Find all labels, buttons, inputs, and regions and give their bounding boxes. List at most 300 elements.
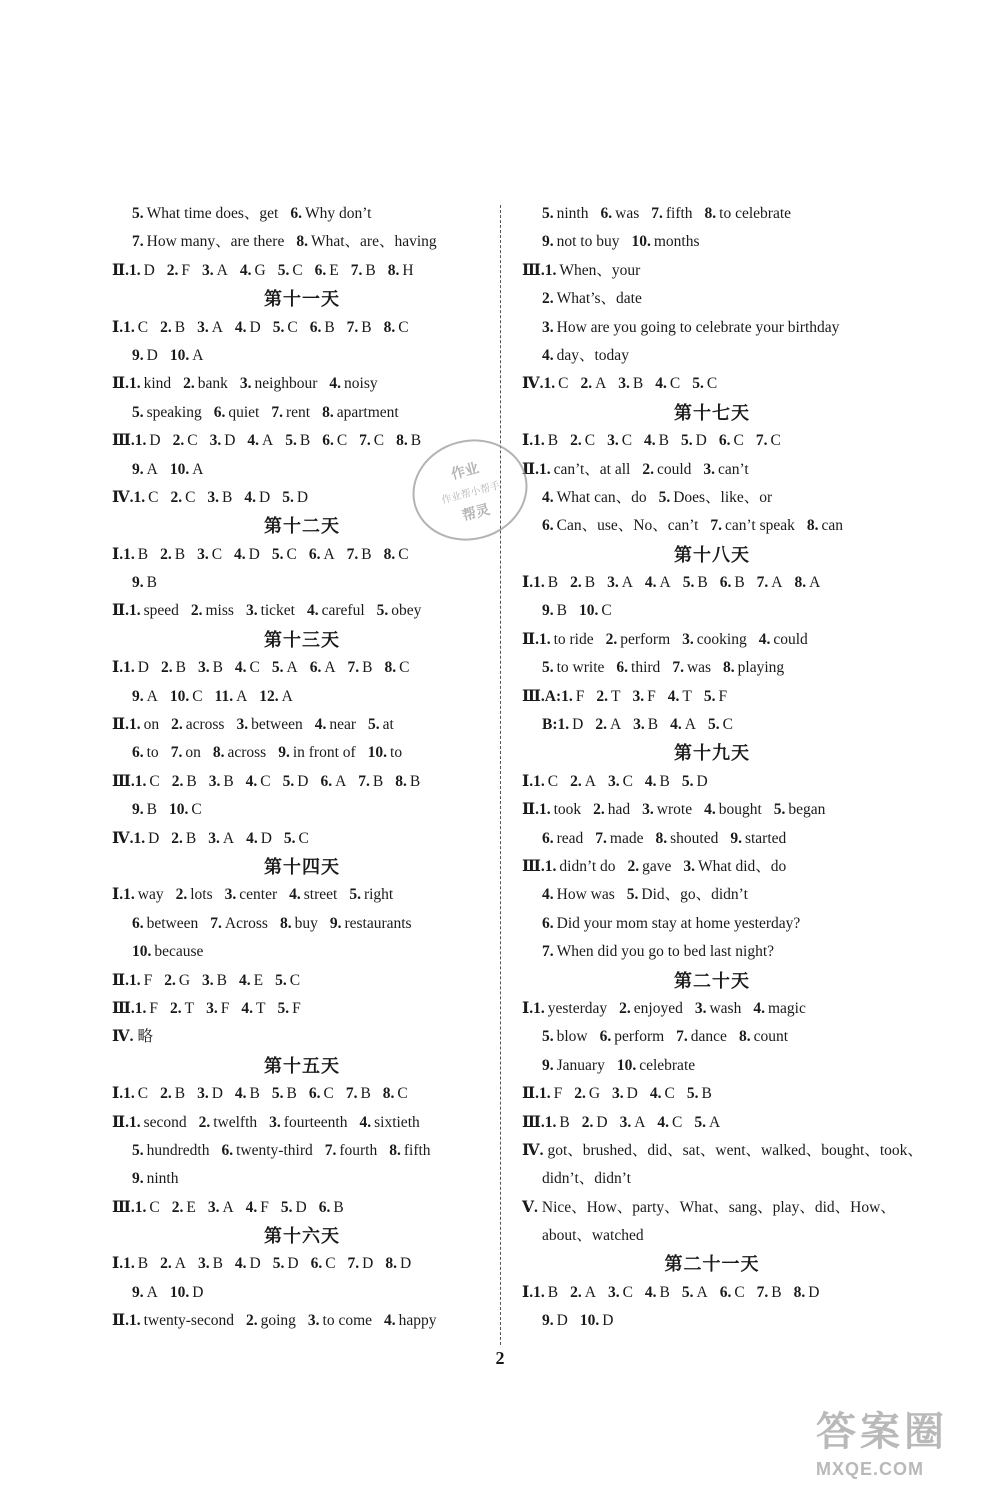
answer-item <box>278 262 303 279</box>
answer-item <box>206 1000 229 1017</box>
question-number: 6. <box>719 1283 732 1301</box>
question-number: 2. <box>593 801 605 819</box>
question-number: 7. <box>358 772 370 790</box>
answer-text: D <box>137 659 149 677</box>
question-number: 5. <box>694 1113 706 1131</box>
question-number: 9. <box>132 1170 144 1188</box>
question-number: 3. <box>632 687 645 705</box>
answer-text: A <box>696 1283 708 1301</box>
answer-text: C <box>249 659 260 677</box>
question-number: 4. <box>644 432 656 450</box>
question-number: 10. <box>169 687 190 705</box>
question-number: 6. <box>616 659 629 677</box>
answer-text: about、watched <box>542 1227 644 1245</box>
question-number: 7. <box>542 943 554 961</box>
question-number: 5. <box>277 261 290 279</box>
question-number: 2. <box>596 687 608 705</box>
answer-item <box>704 688 727 705</box>
question-number: 3. <box>542 318 554 336</box>
answer-line <box>112 342 492 370</box>
question-number: 2. <box>580 375 593 393</box>
answer-text: neighbour <box>254 375 318 393</box>
answer-text: Did your mom stay at home yesterday? <box>556 914 801 932</box>
answer-item <box>582 1114 608 1131</box>
question-number: 5. <box>132 205 144 222</box>
answer-text: D <box>143 261 155 279</box>
question-number: 5. <box>773 801 786 819</box>
answer-item <box>384 319 409 336</box>
question-number: 1. <box>128 375 141 393</box>
answer-item <box>123 659 149 676</box>
question-number: 1. <box>533 432 545 450</box>
question-number: 7. <box>132 233 144 251</box>
answer-item <box>695 1000 741 1017</box>
question-number: 2. <box>581 1113 594 1131</box>
watermark-logo-text: 答案圈 <box>816 1409 948 1454</box>
answer-text: A <box>809 574 821 592</box>
answer-item <box>676 1028 727 1045</box>
answer-text: D <box>211 1085 223 1103</box>
answer-line <box>522 228 902 256</box>
answer-item <box>539 801 581 818</box>
question-number: 3. <box>208 829 220 847</box>
answer-item <box>241 1000 265 1017</box>
answer-text: C <box>733 432 744 450</box>
question-number: 6. <box>542 829 554 847</box>
question-number: 1. <box>128 1312 141 1330</box>
answer-text: count <box>753 1028 788 1046</box>
question-number: 2. <box>170 999 182 1017</box>
question-number: 4. <box>239 261 252 279</box>
question-number: 11. <box>214 687 234 705</box>
answer-item <box>545 688 585 705</box>
answer-text: B <box>223 772 234 790</box>
answer-text: C <box>323 1085 334 1103</box>
answer-item <box>240 375 317 392</box>
answer-item <box>129 716 159 733</box>
day-heading: 第十八天 <box>674 544 750 565</box>
question-number: 3. <box>612 1085 624 1103</box>
question-number: 3. <box>245 602 258 620</box>
answer-item <box>123 1255 148 1272</box>
answer-text: to <box>390 744 403 762</box>
answer-text: B <box>409 772 421 790</box>
answer-item <box>208 1199 234 1216</box>
answer-line <box>112 768 492 796</box>
answer-text: D <box>146 346 158 364</box>
answer-item <box>645 574 671 591</box>
question-number: 5. <box>280 1198 293 1216</box>
question-number: 1. <box>133 829 146 847</box>
answer-text: B <box>372 772 384 790</box>
answer-item <box>795 574 821 591</box>
answer-item <box>132 915 198 932</box>
question-number: 8. <box>655 829 668 847</box>
answer-text: B <box>249 1085 260 1103</box>
answer-text: across <box>227 744 267 762</box>
answer-text: G <box>178 971 191 989</box>
answer-text: F <box>143 971 153 989</box>
answer-text: on <box>185 744 201 762</box>
answer-item <box>307 602 365 619</box>
section-label: Ⅳ. <box>112 829 134 847</box>
answer-item <box>207 489 232 506</box>
answer-text: apartment <box>336 403 399 421</box>
section-label: Ⅱ. <box>522 460 539 478</box>
answer-item <box>285 432 310 449</box>
answer-text: wash <box>709 999 742 1017</box>
answer-item <box>310 659 336 676</box>
answer-text: can <box>821 517 844 535</box>
question-number: 3. <box>197 1255 210 1273</box>
question-number: 4. <box>359 1113 372 1131</box>
question-number: 1. <box>128 971 141 989</box>
question-number: 8. <box>296 233 308 251</box>
answer-item <box>198 659 223 676</box>
day-heading: 第十五天 <box>264 1055 340 1076</box>
answer-item <box>210 915 268 932</box>
answer-item <box>539 461 630 478</box>
right-answer-column <box>522 200 923 1336</box>
question-number: 6. <box>320 772 333 790</box>
answer-line <box>522 825 902 853</box>
answer-item <box>221 1142 312 1159</box>
question-number: 6. <box>599 1028 612 1046</box>
answer-line <box>522 881 902 909</box>
question-number: 8. <box>806 517 819 535</box>
question-number: 5. <box>692 375 704 393</box>
answer-item <box>315 716 356 733</box>
answer-item <box>687 1085 712 1102</box>
answer-text: January <box>556 1056 605 1074</box>
answer-item <box>310 319 335 336</box>
answer-text: A <box>211 318 223 336</box>
question-number: 4. <box>655 375 667 393</box>
question-number: 4. <box>542 488 554 506</box>
answer-line <box>112 1307 492 1335</box>
answer-text: fourth <box>339 1141 378 1159</box>
question-number: 7. <box>756 574 769 592</box>
answer-item <box>271 404 310 421</box>
answer-text: B <box>174 545 186 563</box>
answer-item <box>273 319 298 336</box>
question-number: 10. <box>631 233 651 251</box>
answer-text: A <box>222 829 235 847</box>
answer-text: How was <box>556 886 615 904</box>
question-number: 3. <box>207 1198 220 1216</box>
answer-item <box>283 773 309 790</box>
answer-item <box>659 489 773 506</box>
answer-text: Can、use、No、can’t <box>556 517 699 535</box>
question-number: 8. <box>387 261 400 279</box>
question-number: 3. <box>206 999 218 1017</box>
question-number: 2. <box>171 772 184 790</box>
question-number: 6. <box>290 205 302 222</box>
question-number: 4. <box>245 772 258 790</box>
answer-text: B <box>632 375 644 393</box>
answer-item <box>235 319 261 336</box>
question-number: 8. <box>396 432 408 450</box>
section-label: Ⅱ. <box>522 801 539 819</box>
answer-text: D <box>224 432 236 450</box>
day-heading: 第十七天 <box>674 402 750 423</box>
answer-item <box>348 1255 374 1272</box>
answer-text: A <box>146 687 158 705</box>
answer-text: A <box>771 574 783 592</box>
answer-item <box>240 262 266 279</box>
question-number: 6. <box>132 914 144 932</box>
answer-line <box>112 825 492 853</box>
answer-line <box>112 1137 492 1165</box>
answer-item <box>281 1199 307 1216</box>
answer-item <box>543 375 568 392</box>
answer-text: What、are、having <box>310 233 437 251</box>
question-number: 5. <box>681 772 694 790</box>
question-number: B:1. <box>542 716 570 734</box>
column-divider <box>500 205 501 1345</box>
answer-text: B <box>286 1085 297 1103</box>
answer-item <box>235 1255 261 1272</box>
answer-text: D <box>297 772 309 790</box>
answer-line <box>112 910 492 938</box>
section-label: Ⅰ. <box>522 1283 534 1301</box>
question-number: 5. <box>275 971 287 989</box>
answer-text: C <box>289 971 301 989</box>
question-number: 7. <box>672 659 684 677</box>
answer-item <box>210 432 236 449</box>
answer-item <box>383 1085 408 1102</box>
answer-text: T <box>255 999 266 1017</box>
section-label: Ⅰ. <box>112 545 124 563</box>
answer-text: A <box>595 375 607 393</box>
answer-text: How many、are there <box>146 233 285 251</box>
question-number: 1. <box>533 999 545 1017</box>
answer-text: B <box>299 432 311 450</box>
answer-item <box>289 886 337 903</box>
answer-text: B <box>362 659 373 677</box>
stamp-line-3: 帮灵 <box>460 502 492 525</box>
question-number: 2. <box>164 971 176 989</box>
answer-text: twenty-third <box>236 1141 313 1159</box>
question-number: 5. <box>707 716 720 734</box>
question-number: 5. <box>703 687 716 705</box>
answer-item <box>235 1085 260 1102</box>
answer-item <box>683 574 708 591</box>
question-number: 7. <box>595 829 607 847</box>
answer-text: C <box>547 772 559 790</box>
question-number: 2. <box>160 1255 172 1273</box>
question-number: 3. <box>224 886 237 904</box>
answer-item <box>132 205 278 222</box>
question-number: 5. <box>349 886 361 904</box>
answer-item <box>129 262 155 279</box>
question-number: 2. <box>570 772 582 790</box>
answer-item <box>132 574 157 591</box>
answer-text: buy <box>294 914 318 932</box>
question-number: 3. <box>209 432 222 450</box>
answer-item <box>129 602 179 619</box>
answer-text: C <box>621 432 633 450</box>
question-number: 5. <box>542 1028 554 1046</box>
answer-item <box>171 744 201 761</box>
answer-line <box>522 456 902 484</box>
answer-item <box>692 375 717 392</box>
question-number: 1. <box>533 574 545 592</box>
answer-text: D <box>149 432 161 450</box>
section-label: Ⅱ. <box>522 1085 539 1103</box>
answer-text: to come <box>322 1312 373 1330</box>
answer-text: to <box>146 744 159 762</box>
question-number: 4. <box>247 432 260 450</box>
answer-text: A <box>262 432 274 450</box>
answer-text: C <box>770 432 781 450</box>
question-number: 1. <box>538 630 551 648</box>
answer-item <box>542 1028 588 1045</box>
answer-text: B <box>146 574 157 592</box>
answer-item <box>129 972 152 989</box>
answer-item <box>329 375 377 392</box>
answer-line <box>522 1080 902 1108</box>
answer-text: took <box>553 801 582 819</box>
answer-text: read <box>556 829 584 847</box>
question-number: 3. <box>618 375 630 393</box>
question-number: 1. <box>123 659 135 677</box>
question-number: 7. <box>346 318 359 336</box>
answer-item <box>320 773 346 790</box>
answer-text: C <box>185 488 196 506</box>
section-label: Ⅰ. <box>112 886 124 904</box>
answer-text: B <box>659 772 670 790</box>
answer-item <box>757 574 783 591</box>
question-number: 4. <box>244 488 256 506</box>
answer-text: B <box>137 1255 149 1273</box>
question-number: 2. <box>171 1198 184 1216</box>
question-number: 6. <box>719 574 732 592</box>
question-number: 9. <box>542 1312 554 1330</box>
section-label: Ⅱ. <box>112 971 129 989</box>
question-number: 8. <box>793 1283 806 1301</box>
answer-item <box>642 461 691 478</box>
answer-item <box>273 1255 299 1272</box>
answer-line <box>522 1165 902 1193</box>
answer-line <box>522 1279 902 1307</box>
question-number: 1. <box>123 545 135 563</box>
answer-text: D <box>248 545 260 563</box>
answer-text: A <box>236 687 248 705</box>
answer-line <box>112 314 492 342</box>
question-number: 6. <box>310 1255 323 1273</box>
answer-text: A <box>335 772 347 790</box>
answer-text: began <box>788 801 826 819</box>
question-number: 10. <box>579 1312 600 1330</box>
answer-item <box>123 1085 148 1102</box>
answer-text: C <box>664 1085 675 1103</box>
question-number: 10. <box>169 1283 190 1301</box>
answer-item <box>208 830 234 847</box>
answer-item <box>570 1284 596 1301</box>
answer-text: not to buy <box>556 233 620 251</box>
answer-text: because <box>154 943 204 961</box>
answer-item <box>167 262 190 279</box>
answer-text: ninth <box>556 205 589 222</box>
answer-item <box>173 432 198 449</box>
answer-text: C <box>325 1255 336 1273</box>
answer-item <box>645 773 670 790</box>
answer-item <box>807 517 843 534</box>
answer-text: C <box>298 829 309 847</box>
answer-text: blow <box>556 1028 588 1046</box>
answer-line <box>522 484 902 512</box>
answer-text: B <box>146 801 157 819</box>
answer-item <box>309 546 335 563</box>
answer-item <box>645 1284 670 1301</box>
question-number: 9. <box>542 233 554 251</box>
answer-text: B <box>324 318 335 336</box>
answer-text: C <box>260 772 271 790</box>
answer-item <box>197 1085 223 1102</box>
question-number: 2. <box>172 432 185 450</box>
question-number: 6. <box>221 1141 234 1159</box>
section-label: Ⅲ. <box>522 261 545 279</box>
answer-text: obey <box>391 602 422 620</box>
answer-text: to celebrate <box>719 205 792 222</box>
question-number: 3. <box>202 261 214 279</box>
answer-item <box>542 233 620 250</box>
answer-item <box>542 319 839 336</box>
answer-text: B <box>175 659 186 677</box>
answer-item <box>542 1312 568 1329</box>
answer-line <box>522 427 902 455</box>
answer-text: C <box>192 687 203 705</box>
answer-text: C <box>137 1085 149 1103</box>
answer-text: A <box>222 1198 234 1216</box>
section-label: Ⅲ. <box>522 857 545 875</box>
question-number: 2. <box>245 1312 258 1330</box>
question-number: 4. <box>384 1312 396 1330</box>
answer-item <box>616 659 660 676</box>
question-number: 2. <box>570 432 582 450</box>
answer-text: C <box>137 318 149 336</box>
day-heading: 第十一天 <box>264 289 340 310</box>
answer-line <box>112 541 492 569</box>
answer-text: across <box>185 716 225 734</box>
answer-item <box>601 205 640 222</box>
answer-item <box>632 233 700 250</box>
answer-text: C <box>286 545 297 563</box>
question-number: 5. <box>626 886 639 904</box>
question-number: 1. <box>543 375 556 393</box>
answer-item <box>296 233 436 250</box>
answer-text: enjoyed <box>633 999 683 1017</box>
answer-item <box>246 830 272 847</box>
answer-item <box>545 1114 570 1131</box>
answer-text: B <box>410 432 422 450</box>
answer-text: F <box>292 999 301 1017</box>
answer-text: C <box>398 545 409 563</box>
question-number: 1. <box>134 999 147 1017</box>
answer-text: C <box>706 375 718 393</box>
answer-text: D <box>399 1255 412 1273</box>
section-label: Ⅳ. <box>112 1028 134 1046</box>
answer-item <box>753 1000 806 1017</box>
answer-text: D <box>148 829 160 847</box>
question-number: 6. <box>309 659 322 677</box>
answer-item <box>774 801 826 818</box>
answer-text: C <box>397 1085 408 1103</box>
answer-item <box>542 517 698 534</box>
question-number: 5. <box>658 488 671 506</box>
question-number: 6. <box>308 545 321 563</box>
